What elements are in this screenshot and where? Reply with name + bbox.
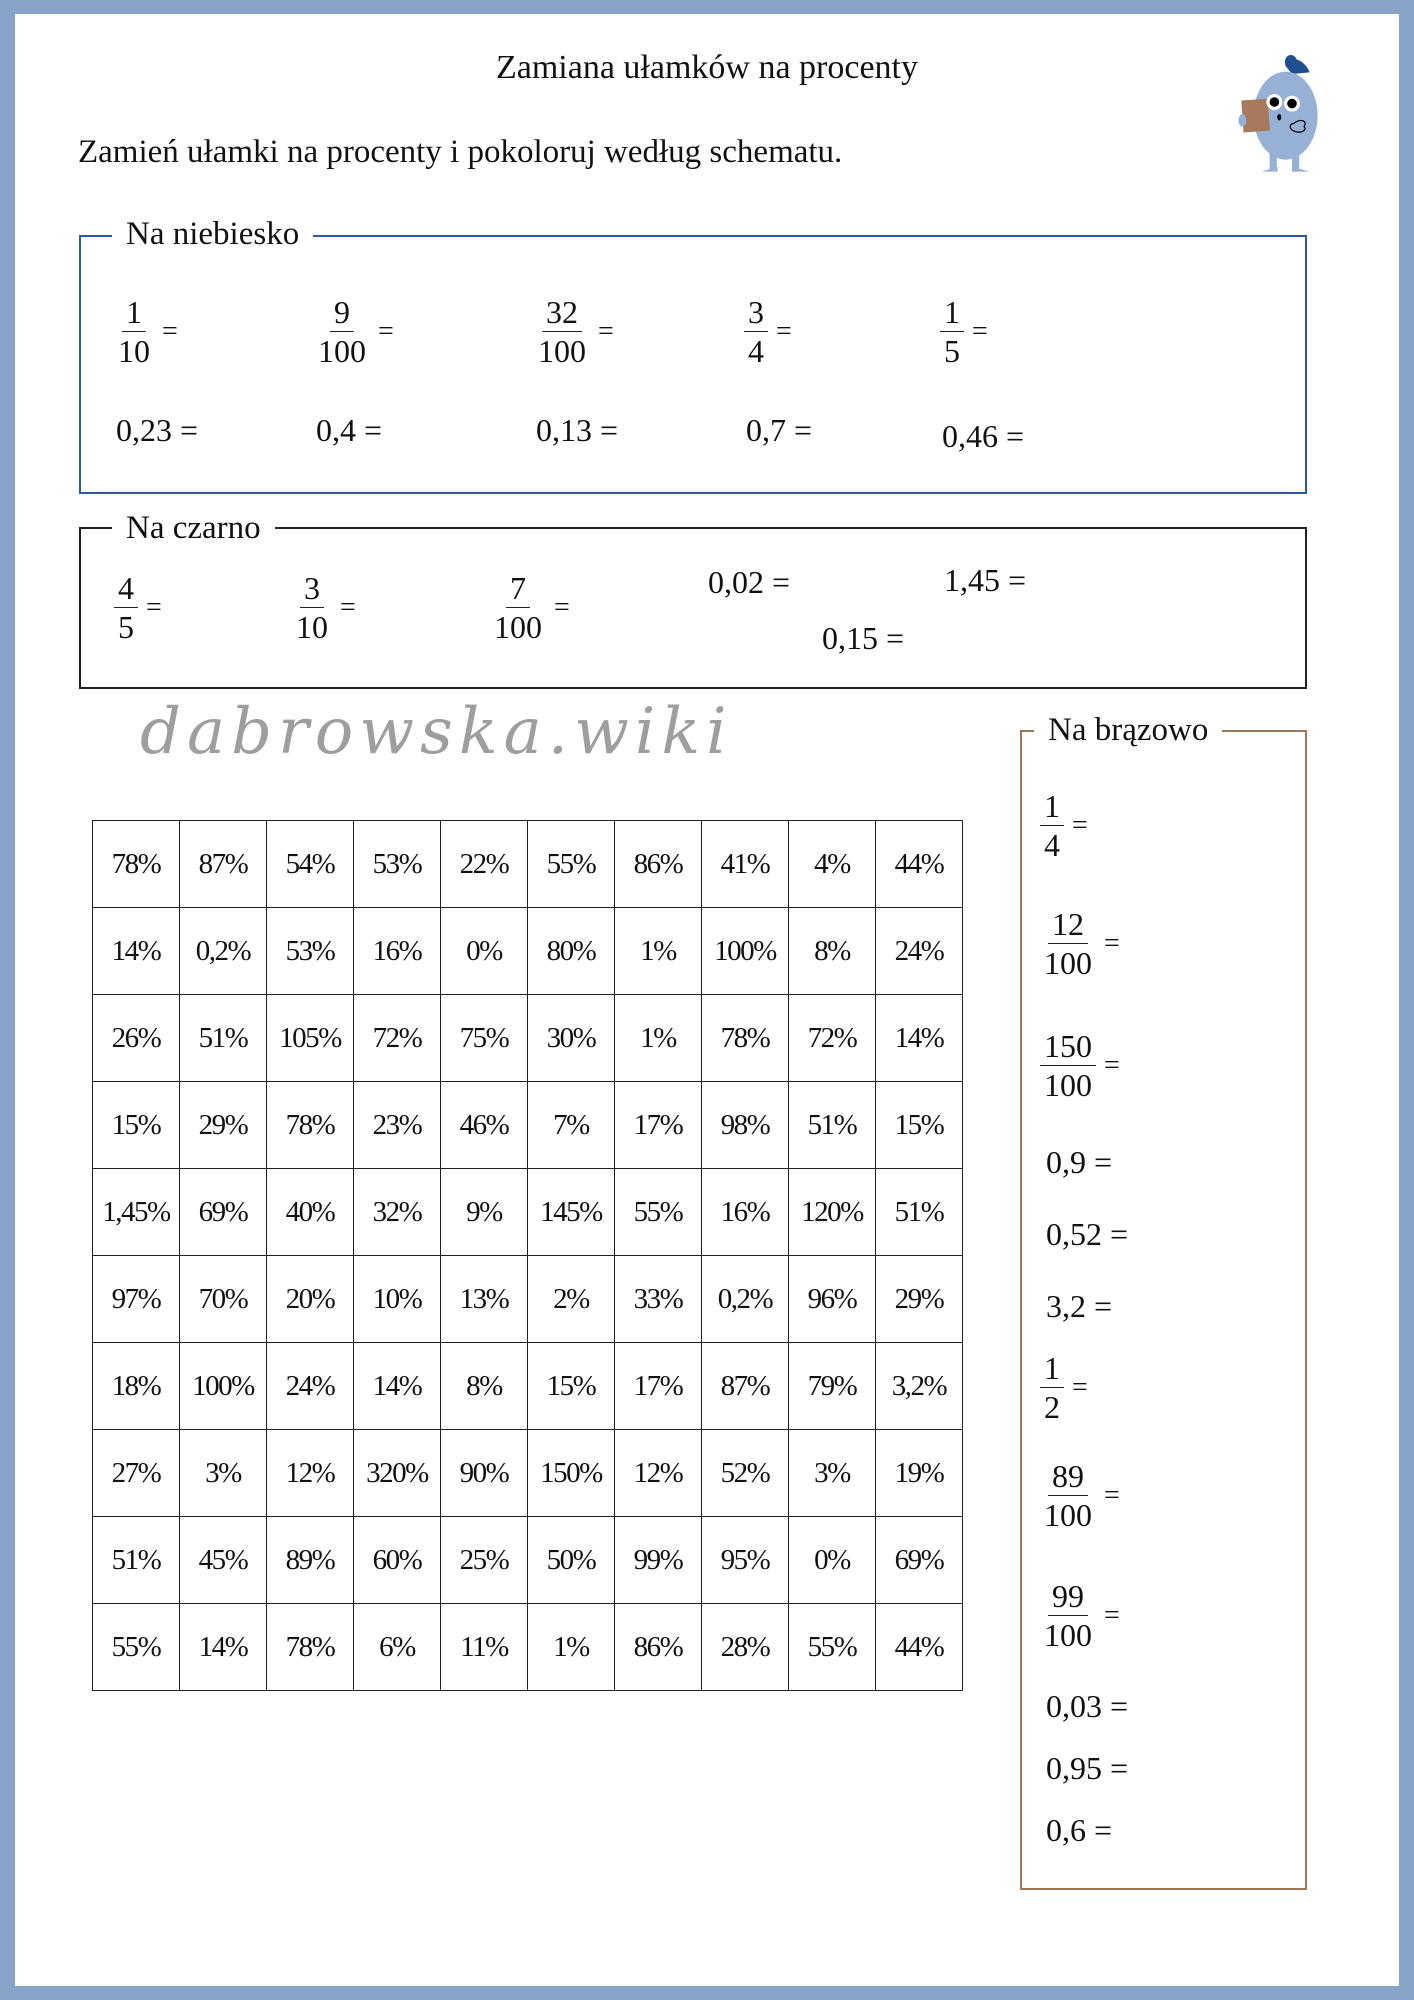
grid-cell[interactable]: 75% (441, 995, 528, 1082)
equals-sign: = (1104, 1599, 1120, 1631)
grid-cell[interactable]: 320% (354, 1430, 441, 1517)
fraction-exercise (1040, 1580, 1120, 1651)
blue-section-label: Na niebiesko (112, 214, 313, 254)
grid-cell[interactable]: 145% (528, 1169, 615, 1256)
black-section-box (79, 527, 1307, 689)
grid-cell[interactable]: 3% (789, 1430, 876, 1517)
fraction-denominator: 5 (944, 333, 960, 369)
grid-cell[interactable]: 87% (180, 821, 267, 908)
decimal-exercise: 0,02 = (708, 564, 791, 600)
grid-row (93, 821, 963, 908)
fraction-exercise (1040, 1352, 1088, 1423)
grid-cell[interactable]: 51% (876, 1169, 963, 1256)
grid-cell[interactable]: 53% (267, 908, 354, 995)
fraction-denominator: 100 (494, 609, 542, 645)
grid-cell[interactable]: 22% (441, 821, 528, 908)
grid-cell[interactable]: 99% (615, 1517, 702, 1604)
equals-sign: = (776, 315, 792, 347)
grid-cell[interactable]: 86% (615, 821, 702, 908)
grid-cell[interactable]: 15% (528, 1343, 615, 1430)
grid-cell[interactable]: 25% (441, 1517, 528, 1604)
fraction-denominator: 2 (1044, 1389, 1060, 1425)
equals-sign: = (1104, 1479, 1120, 1511)
grid-cell[interactable]: 86% (615, 1604, 702, 1691)
grid-cell[interactable]: 2% (528, 1256, 615, 1343)
grid-cell[interactable]: 23% (354, 1082, 441, 1169)
grid-cell[interactable]: 44% (876, 1604, 963, 1691)
grid-cell[interactable]: 0% (789, 1517, 876, 1604)
grid-cell[interactable]: 11% (441, 1604, 528, 1691)
grid-cell[interactable]: 14% (354, 1343, 441, 1430)
fraction-exercise (940, 296, 988, 367)
grid-cell[interactable]: 19% (876, 1430, 963, 1517)
fraction-denominator: 100 (538, 333, 586, 369)
grid-cell[interactable]: 72% (789, 995, 876, 1082)
grid-cell[interactable]: 9% (441, 1169, 528, 1256)
grid-cell[interactable]: 14% (180, 1604, 267, 1691)
equals-sign: = (378, 315, 394, 347)
fraction-numerator: 89 (1048, 1460, 1088, 1496)
fraction-exercise (114, 296, 178, 367)
grid-cell[interactable]: 17% (615, 1082, 702, 1169)
fraction-denominator: 10 (118, 333, 150, 369)
grid-cell[interactable]: 53% (354, 821, 441, 908)
grid-cell[interactable]: 96% (789, 1256, 876, 1343)
grid-cell[interactable]: 51% (789, 1082, 876, 1169)
grid-cell[interactable]: 52% (702, 1430, 789, 1517)
grid-cell[interactable]: 3% (180, 1430, 267, 1517)
grid-cell[interactable]: 79% (789, 1343, 876, 1430)
grid-cell[interactable]: 97% (93, 1256, 180, 1343)
grid-row (93, 1256, 963, 1343)
fraction-exercise (1040, 908, 1120, 979)
grid-cell[interactable]: 16% (354, 908, 441, 995)
decimal-exercise: 0,9 = (1046, 1144, 1113, 1180)
decimal-exercise: 0,03 = (1046, 1688, 1129, 1724)
decimal-exercise: 0,13 = (536, 412, 619, 448)
brown-section-label: Na brązowo (1034, 710, 1222, 750)
decimal-exercise: 0,23 = (116, 412, 199, 448)
grid-row (93, 1430, 963, 1517)
grid-cell[interactable]: 8% (441, 1343, 528, 1430)
fraction-numerator: 1 (940, 296, 964, 332)
fraction-numerator: 12 (1048, 908, 1088, 944)
fraction-exercise (314, 296, 394, 367)
grid-cell[interactable]: 44% (876, 821, 963, 908)
equals-sign: = (340, 591, 356, 623)
fraction-numerator: 9 (330, 296, 354, 332)
grid-cell[interactable]: 6% (354, 1604, 441, 1691)
equals-sign: = (162, 315, 178, 347)
grid-cell[interactable]: 32% (354, 1169, 441, 1256)
equals-sign: = (972, 315, 988, 347)
grid-cell[interactable]: 12% (267, 1430, 354, 1517)
grid-cell[interactable]: 15% (876, 1082, 963, 1169)
grid-cell[interactable]: 78% (267, 1604, 354, 1691)
grid-cell[interactable]: 7% (528, 1082, 615, 1169)
grid-cell[interactable]: 1% (615, 908, 702, 995)
fraction-exercise (1040, 790, 1088, 861)
fraction (292, 572, 332, 643)
grid-row (93, 1517, 963, 1604)
grid-cell[interactable]: 29% (180, 1082, 267, 1169)
fraction-exercise (534, 296, 614, 367)
grid-cell[interactable]: 4% (789, 821, 876, 908)
fraction-denominator: 100 (1044, 1497, 1092, 1533)
grid-row (93, 1604, 963, 1691)
fraction-denominator: 4 (748, 333, 764, 369)
grid-cell[interactable]: 27% (93, 1430, 180, 1517)
fraction-numerator: 7 (506, 572, 530, 608)
instruction-text: Zamień ułamki na procenty i pokoloruj według schematu. (78, 134, 843, 170)
grid-cell[interactable]: 51% (180, 995, 267, 1082)
grid-cell[interactable]: 3,2% (876, 1343, 963, 1430)
grid-cell[interactable]: 8% (789, 908, 876, 995)
fraction (1040, 908, 1096, 979)
grid-row (93, 1343, 963, 1430)
fraction (1040, 1580, 1096, 1651)
watermark-text (0, 0, 1, 1)
grid-cell[interactable]: 17% (615, 1343, 702, 1430)
fraction-numerator: 99 (1048, 1580, 1088, 1616)
equals-sign: = (1072, 1371, 1088, 1403)
grid-cell[interactable]: 14% (876, 995, 963, 1082)
grid-cell[interactable]: 105% (267, 995, 354, 1082)
equals-sign: = (1072, 809, 1088, 841)
grid-cell[interactable]: 98% (702, 1082, 789, 1169)
decimal-exercise: 3,2 = (1046, 1288, 1113, 1324)
fraction-numerator: 150 (1040, 1030, 1096, 1066)
equals-sign: = (1104, 1049, 1120, 1081)
fraction-numerator: 4 (114, 572, 138, 608)
fraction (114, 572, 138, 643)
grid-cell[interactable]: 55% (789, 1604, 876, 1691)
grid-cell[interactable]: 55% (93, 1604, 180, 1691)
watermark-line: dabrowska.wiki (140, 695, 733, 769)
grid-cell[interactable]: 1% (615, 995, 702, 1082)
grid-cell[interactable]: 45% (180, 1517, 267, 1604)
fraction-numerator: 1 (1040, 1352, 1064, 1388)
grid-cell[interactable]: 72% (354, 995, 441, 1082)
fraction-denominator: 100 (1044, 1067, 1092, 1103)
fraction-exercise (1040, 1030, 1120, 1101)
grid-row (93, 1082, 963, 1169)
mascot-illustration-icon (1220, 44, 1340, 184)
fraction-numerator: 3 (744, 296, 768, 332)
fraction-denominator: 10 (296, 609, 328, 645)
percent-grid (92, 820, 963, 1691)
fraction-exercise (114, 572, 162, 643)
grid-cell[interactable]: 24% (267, 1343, 354, 1430)
fraction-exercise (490, 572, 570, 643)
fraction (114, 296, 154, 367)
equals-sign: = (1104, 927, 1120, 959)
fraction-numerator: 32 (542, 296, 582, 332)
decimal-exercise: 0,52 = (1046, 1216, 1129, 1252)
grid-cell[interactable]: 1,45% (93, 1169, 180, 1256)
grid-cell[interactable]: 30% (528, 995, 615, 1082)
fraction-denominator: 100 (318, 333, 366, 369)
grid-cell[interactable]: 69% (876, 1517, 963, 1604)
fraction (1040, 1030, 1096, 1101)
fraction-exercise (744, 296, 792, 367)
grid-row (93, 1169, 963, 1256)
grid-cell[interactable]: 90% (441, 1430, 528, 1517)
grid-cell[interactable]: 54% (267, 821, 354, 908)
grid-cell[interactable]: 14% (93, 908, 180, 995)
grid-cell[interactable]: 16% (702, 1169, 789, 1256)
grid-cell[interactable]: 26% (93, 995, 180, 1082)
grid-cell[interactable]: 78% (267, 1082, 354, 1169)
decimal-exercise: 1,45 = (944, 562, 1027, 598)
fraction-numerator: 3 (300, 572, 324, 608)
grid-cell[interactable]: 60% (354, 1517, 441, 1604)
grid-cell[interactable]: 100% (180, 1343, 267, 1430)
fraction (1040, 790, 1064, 861)
grid-row (93, 908, 963, 995)
fraction (534, 296, 590, 367)
fraction (1040, 1352, 1064, 1423)
grid-cell[interactable]: 87% (702, 1343, 789, 1430)
fraction-exercise (1040, 1460, 1120, 1531)
grid-cell[interactable]: 78% (702, 995, 789, 1082)
grid-cell[interactable]: 0% (441, 908, 528, 995)
grid-cell[interactable]: 18% (93, 1343, 180, 1430)
fraction-denominator: 4 (1044, 827, 1060, 863)
grid-row (93, 995, 963, 1082)
decimal-exercise: 0,6 = (1046, 1812, 1113, 1848)
grid-cell[interactable]: 100% (702, 908, 789, 995)
grid-cell[interactable]: 0,2% (180, 908, 267, 995)
equals-sign: = (554, 591, 570, 623)
grid-cell[interactable]: 12% (615, 1430, 702, 1517)
grid-cell[interactable]: 55% (615, 1169, 702, 1256)
blue-section-box (79, 235, 1307, 494)
grid-cell[interactable]: 20% (267, 1256, 354, 1343)
fraction-denominator: 100 (1044, 945, 1092, 981)
black-section-label: Na czarno (112, 508, 275, 548)
grid-cell[interactable]: 51% (93, 1517, 180, 1604)
grid-cell[interactable]: 24% (876, 908, 963, 995)
grid-cell[interactable]: 70% (180, 1256, 267, 1343)
grid-cell[interactable]: 10% (354, 1256, 441, 1343)
fraction-numerator: 1 (1040, 790, 1064, 826)
fraction (490, 572, 546, 643)
equals-sign: = (598, 315, 614, 347)
grid-cell[interactable]: 78% (93, 821, 180, 908)
decimal-exercise: 0,95 = (1046, 1750, 1129, 1786)
fraction (744, 296, 768, 367)
grid-cell[interactable]: 29% (876, 1256, 963, 1343)
grid-cell[interactable]: 15% (93, 1082, 180, 1169)
fraction (1040, 1460, 1096, 1531)
grid-cell[interactable]: 120% (789, 1169, 876, 1256)
decimal-exercise: 0,46 = (942, 418, 1025, 454)
decimal-exercise: 0,7 = (746, 412, 813, 448)
grid-cell[interactable]: 40% (267, 1169, 354, 1256)
grid-cell[interactable]: 80% (528, 908, 615, 995)
grid-cell[interactable]: 89% (267, 1517, 354, 1604)
equals-sign: = (146, 591, 162, 623)
fraction-denominator: 5 (118, 609, 134, 645)
fraction (314, 296, 370, 367)
fraction-numerator: 1 (122, 296, 146, 332)
grid-cell[interactable]: 69% (180, 1169, 267, 1256)
page-title: Zamiana ułamków na procenty (495, 49, 918, 86)
grid-cell[interactable]: 95% (702, 1517, 789, 1604)
grid-cell[interactable]: 28% (702, 1604, 789, 1691)
grid-cell[interactable]: 0,2% (702, 1256, 789, 1343)
grid-cell[interactable]: 33% (615, 1256, 702, 1343)
decimal-exercise: 0,15 = (822, 620, 905, 656)
grid-cell[interactable]: 150% (528, 1430, 615, 1517)
grid-cell[interactable]: 50% (528, 1517, 615, 1604)
decimal-exercise: 0,4 = (316, 412, 383, 448)
grid-cell[interactable]: 55% (528, 821, 615, 908)
fraction (940, 296, 964, 367)
grid-cell[interactable]: 41% (702, 821, 789, 908)
fraction-exercise (292, 572, 356, 643)
fraction-denominator: 100 (1044, 1617, 1092, 1653)
grid-cell[interactable]: 46% (441, 1082, 528, 1169)
grid-cell[interactable]: 13% (441, 1256, 528, 1343)
grid-cell[interactable]: 1% (528, 1604, 615, 1691)
